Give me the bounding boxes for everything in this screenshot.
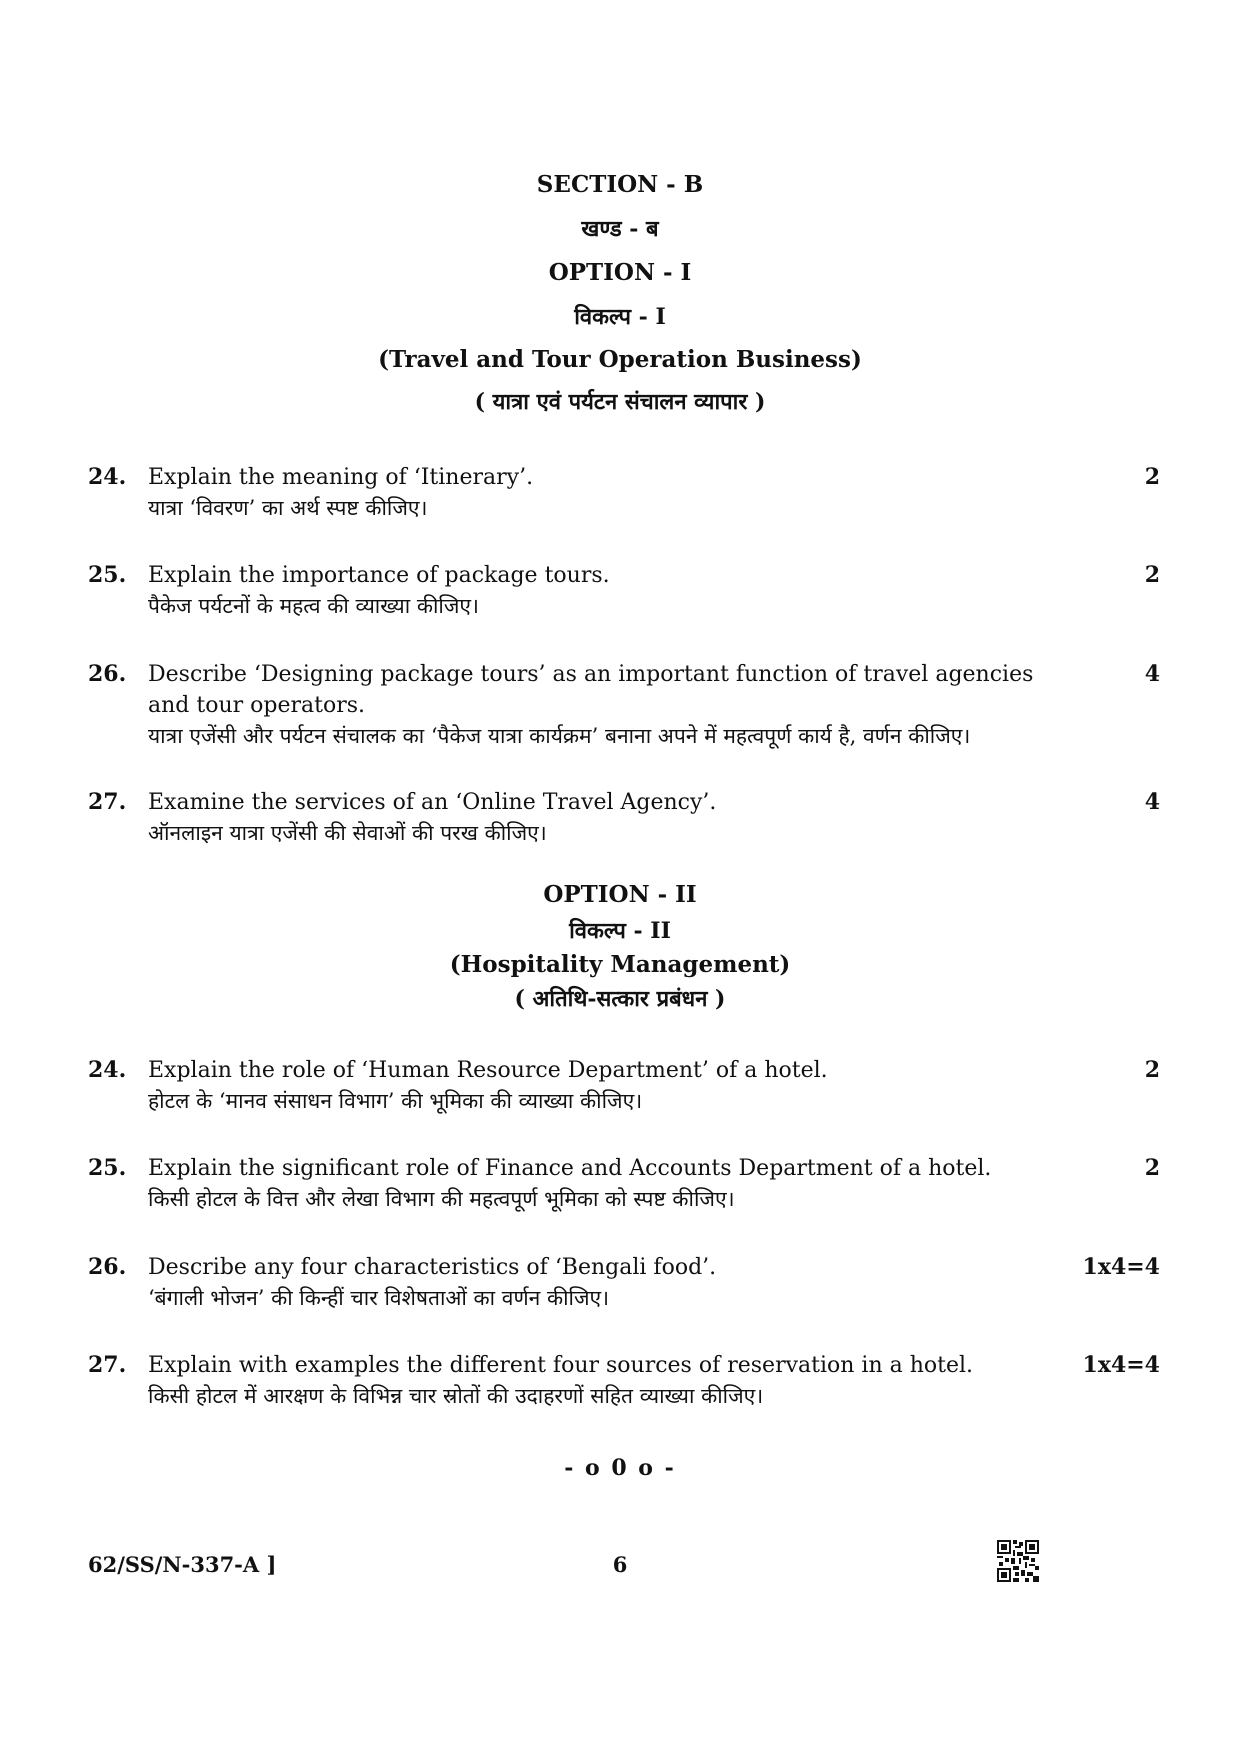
question-marks: 1x4=4 [1082, 1254, 1160, 1280]
question-marks: 4 [1144, 661, 1160, 687]
question-number: 25. [88, 1155, 127, 1181]
question-marks: 4 [1144, 789, 1160, 815]
question-number: 25. [88, 562, 127, 588]
question-text-hindi: यात्रा ‘विवरण’ का अर्थ स्पष्ट कीजिए। [148, 496, 428, 520]
question-text-english: Describe ‘Designing package tours’ as an important function of travel agencies and tour operators. [148, 662, 1034, 718]
question-text-hindi: पैकेज पर्यटनों के महत्व की व्याख्या कीजिए। [148, 594, 479, 618]
question-text-hindi: होटल के ‘मानव संसाधन विभाग’ की भूमिका की व्याख्या कीजिए। [148, 1089, 643, 1113]
question-number: 26. [88, 661, 127, 687]
question-text-english: Explain the significant role of Finance and Accounts Department of a hotel. [148, 1156, 992, 1181]
question-marks: 2 [1144, 464, 1160, 490]
question-text-hindi: किसी होटल में आरक्षण के विभिन्न चार स्रोतों की उदाहरणों सहित व्याख्या कीजिए। [148, 1384, 764, 1408]
option-2-title-hindi: विकल्प - II [569, 918, 671, 944]
section-title: SECTION - B [536, 171, 704, 198]
option-1-title: OPTION - I [548, 259, 692, 286]
question-text-hindi: ऑनलाइन यात्रा एजेंसी की सेवाओं की परख कीजिए। [148, 821, 547, 845]
question-text-hindi: ‘बंगाली भोजन’ की किन्हीं चार विशेषताओं का वर्णन कीजिए। [148, 1286, 610, 1310]
end-of-paper-mark: - o 0 o - [564, 1455, 676, 1481]
question-text-english: Describe any four characteristics of ‘Bengali food’. [148, 1255, 717, 1280]
option-1-title-hindi: विकल्प - I [574, 304, 666, 330]
question-text-english: Explain the meaning of ‘Itinerary’. [148, 465, 534, 490]
page-number: 6 [612, 1552, 628, 1577]
qr-code-icon [997, 1540, 1039, 1582]
question-marks: 2 [1144, 562, 1160, 588]
option-1-subject-hindi: ( यात्रा एवं पर्यटन संचालन व्यापार ) [474, 389, 766, 415]
section-title-hindi: खण्ड - ब [581, 216, 659, 242]
question-text-english: Explain the importance of package tours. [148, 563, 610, 588]
question-marks: 2 [1144, 1057, 1160, 1083]
question-number: 27. [88, 789, 127, 815]
question-text-hindi: किसी होटल के वित्त और लेखा विभाग की महत्वपूर्ण भूमिका को स्पष्ट कीजिए। [148, 1187, 735, 1211]
question-text-english: Examine the services of an ‘Online Travel Agency’. [148, 790, 717, 815]
paper-code: 62/SS/N-337-A ] [88, 1552, 277, 1577]
question-text-english: Explain with examples the different four sources of reservation in a hotel. [148, 1353, 974, 1378]
question-marks: 1x4=4 [1082, 1352, 1160, 1378]
question-text-english: Explain the role of ‘Human Resource Department’ of a hotel. [148, 1058, 828, 1083]
question-number: 24. [88, 464, 127, 490]
question-number: 26. [88, 1254, 127, 1280]
question-text-hindi: यात्रा एजेंसी और पर्यटन संचालक का ‘पैकेज यात्रा कार्यक्रम’ बनाना अपने में महत्वपूर्ण कार्य है, वर्णन कीजिए। [148, 724, 971, 748]
question-number: 27. [88, 1352, 127, 1378]
question-number: 24. [88, 1057, 127, 1083]
option-2-subject: (Hospitality Management) [449, 951, 791, 978]
option-2-subject-hindi: ( अतिथि-सत्कार प्रबंधन ) [514, 986, 726, 1012]
question-marks: 2 [1144, 1155, 1160, 1181]
option-2-title: OPTION - II [543, 881, 697, 908]
option-1-subject: (Travel and Tour Operation Business) [378, 346, 862, 373]
